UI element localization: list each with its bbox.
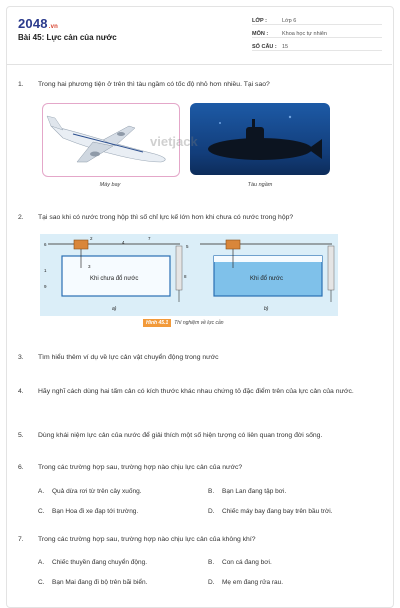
question-2	[18, 213, 378, 223]
sub-label-a: a)	[112, 306, 117, 312]
part-number: 1	[44, 268, 47, 273]
part-number: 4	[122, 240, 125, 245]
meta-row-subject	[252, 27, 382, 38]
option-text: Bạn Lan đang tập bơi.	[222, 487, 287, 495]
figure-caption	[143, 319, 224, 327]
figure-badge: Hình 45.1	[143, 319, 171, 327]
option-letter: D.	[208, 578, 215, 586]
option-letter: B.	[208, 487, 215, 495]
part-number: 8	[184, 274, 187, 279]
part-number: 3	[88, 264, 91, 269]
option-text: Bạn Mai đang đi bộ trên bãi biển.	[52, 578, 148, 586]
logo-main: 2048	[18, 16, 48, 31]
question-7-options	[38, 552, 378, 592]
part-number: 7	[148, 236, 151, 241]
meta-row-count	[252, 40, 382, 51]
submarine-image	[190, 103, 330, 175]
lesson-title: Bài 45: Lực cản của nước	[18, 33, 117, 42]
option-letter: C.	[38, 578, 45, 586]
header-divider	[6, 64, 392, 65]
question-number: 4.	[18, 388, 24, 395]
option-letter: D.	[208, 507, 215, 515]
part-number: 2	[90, 236, 93, 241]
part-number: 6	[44, 242, 47, 247]
option-b[interactable]	[208, 488, 378, 495]
meta-table	[252, 14, 382, 53]
experiment-figure	[40, 234, 338, 316]
option-letter: A.	[38, 487, 45, 495]
question-text: Trong các trường hợp sau, trường hợp nào chịu lực cản của nước?	[38, 464, 243, 471]
meta-key: LỚP :	[252, 18, 267, 24]
option-c[interactable]	[38, 508, 208, 515]
option-text: Chiếc máy bay đang bay trên bầu trời.	[222, 507, 333, 515]
question-4	[18, 387, 378, 397]
figure-caption-text: Thí nghiệm về lực cản	[174, 320, 224, 326]
question-5	[18, 431, 378, 441]
question-number: 7.	[18, 536, 24, 543]
meta-key: MÔN :	[252, 31, 269, 37]
sub-label-b: b)	[264, 306, 269, 312]
part-number: 9	[44, 284, 47, 289]
meta-key: SỐ CÂU :	[252, 44, 277, 50]
question-text: Dùng khái niệm lực cản của nước để giải thích một số hiện tượng có liên quan trong đời sống.	[38, 432, 323, 439]
question-6	[18, 463, 378, 473]
label-before-water: Khi chưa đổ nước	[90, 276, 139, 282]
option-b[interactable]	[208, 559, 378, 566]
option-c[interactable]	[38, 579, 208, 586]
question-text: Tìm hiểu thêm ví dụ về lực cản vật chuyển động trong nước	[38, 354, 219, 361]
meta-row-class	[252, 14, 382, 25]
option-d[interactable]	[208, 508, 378, 515]
question-number: 2.	[18, 214, 24, 221]
question-6-options	[38, 481, 378, 521]
question-7	[18, 535, 378, 545]
meta-value: Lớp 6	[282, 18, 297, 24]
question-text: Tại sao khi có nước trong hộp thì số chỉ lực kế lớn hơn khi chưa có nước trong hộp?	[38, 214, 294, 221]
option-text: Bạn Hoa đi xe đạp tới trường.	[52, 507, 139, 515]
option-letter: A.	[38, 558, 45, 566]
question-text: Trong các trường hợp sau, trường hợp nào chịu lực cản của không khí?	[38, 536, 256, 543]
question-number: 3.	[18, 354, 24, 361]
experiment-diagram	[40, 234, 338, 316]
watermark: vietjack	[150, 134, 198, 149]
label-after-water: Khi đổ nước	[250, 276, 283, 282]
logo-suffix: .vn	[48, 24, 59, 30]
question-number: 1.	[18, 81, 24, 88]
question-number: 5.	[18, 432, 24, 439]
option-letter: B.	[208, 558, 215, 566]
submarine-icon	[190, 103, 330, 175]
question-1	[18, 80, 378, 90]
option-text: Chiếc thuyền đang chuyển động.	[52, 558, 148, 566]
option-letter: C.	[38, 507, 45, 515]
option-a[interactable]	[38, 488, 208, 495]
question-3	[18, 353, 378, 363]
meta-value: Khoa học tự nhiên	[282, 31, 327, 37]
option-text: Con cá đang bơi.	[222, 558, 272, 566]
part-number: 5	[186, 244, 189, 249]
option-text: Quả dừa rơi từ trên cây xuống.	[52, 487, 142, 495]
option-d[interactable]	[208, 579, 378, 586]
meta-value: 15	[282, 44, 289, 50]
airplane-caption: Máy bay	[99, 182, 121, 188]
question-text: Trong hai phương tiện ở trên thì tàu ngầm có tốc độ nhỏ hơn nhiều. Tại sao?	[38, 81, 270, 88]
option-text: Mẹ em đang rửa rau.	[222, 578, 284, 586]
submarine-caption: Tàu ngầm	[247, 182, 273, 188]
site-logo[interactable]	[18, 16, 58, 31]
question-text: Hãy nghĩ cách dùng hai tấm cản có kích thước khác nhau chứng tỏ đặc điểm trên của lực cản của nước.	[38, 388, 354, 395]
question-number: 6.	[18, 464, 24, 471]
option-a[interactable]	[38, 559, 208, 566]
